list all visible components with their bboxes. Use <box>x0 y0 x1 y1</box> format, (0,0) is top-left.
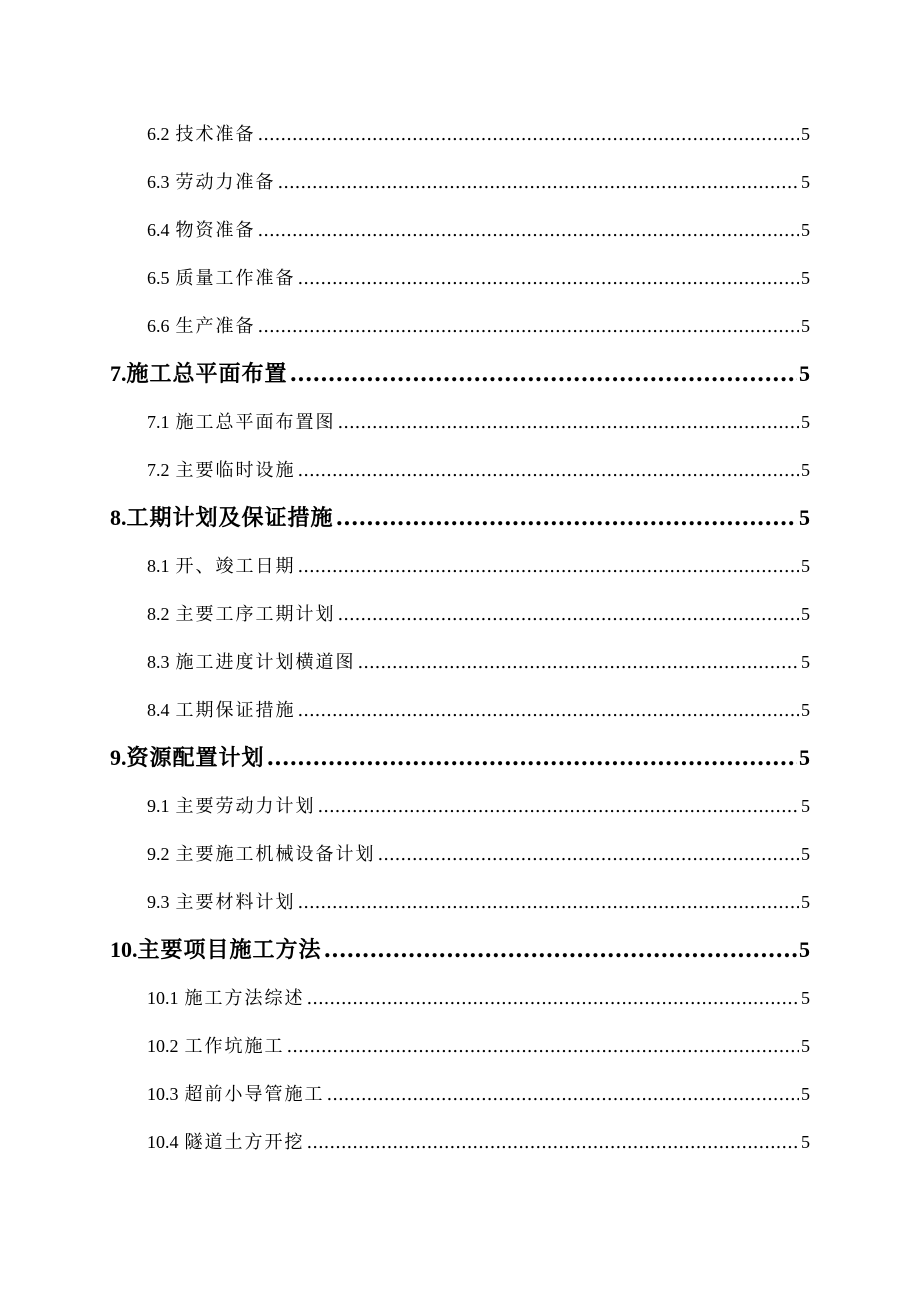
toc-entry[interactable] <box>110 398 810 446</box>
toc-entry-title <box>147 686 296 735</box>
toc-entry-page: 5 <box>801 412 810 432</box>
dot-leader <box>287 1023 800 1071</box>
toc-entry[interactable] <box>110 974 810 1022</box>
toc-entry-title <box>147 206 256 255</box>
toc-chapter-entry[interactable] <box>110 926 810 974</box>
toc-entry-label: 主要材料计划 <box>175 892 296 913</box>
toc-entry-label: 主要项目施工方法 <box>137 937 322 963</box>
toc-entry-title <box>110 350 288 398</box>
toc-entry[interactable] <box>110 830 810 878</box>
toc-entry-title <box>147 398 336 447</box>
toc-entry[interactable] <box>110 206 810 254</box>
toc-entry-label: 物资准备 <box>175 220 256 241</box>
toc-entry-label: 工期保证措施 <box>175 700 296 721</box>
toc-entry-label: 施工总平面布置图 <box>175 412 336 433</box>
toc-entry-label: 施工总平面布置 <box>126 361 288 387</box>
dot-leader <box>290 350 797 398</box>
toc-entry-title <box>147 446 296 495</box>
toc-entry-number: 7. <box>110 361 127 386</box>
toc-entry-page: 5 <box>801 268 810 288</box>
toc-entry-page: 5 <box>801 124 810 144</box>
toc-entry-label: 工作坑施工 <box>184 1036 285 1057</box>
toc-entry-title <box>110 926 322 974</box>
toc-entry-page: 5 <box>801 988 810 1008</box>
toc-entry[interactable] <box>110 302 810 350</box>
toc-entry-number: 8. <box>110 505 127 530</box>
toc-entry-number: 10.1 <box>147 988 179 1008</box>
toc-entry-label: 工期计划及保证措施 <box>126 505 334 531</box>
toc-entry[interactable] <box>110 686 810 734</box>
toc-entry-number: 6.3 <box>147 172 170 192</box>
toc-entry-title <box>147 638 356 687</box>
toc-entry-title <box>147 158 276 207</box>
toc-entry-page: 5 <box>801 892 810 912</box>
toc-entry[interactable] <box>110 446 810 494</box>
toc-entry-title <box>147 590 336 639</box>
toc-entry-number: 9.1 <box>147 796 170 816</box>
toc-entry-number: 10. <box>110 937 138 962</box>
toc-entry[interactable] <box>110 1118 810 1166</box>
toc-entry-title <box>147 878 296 927</box>
toc-entry-page: 5 <box>801 652 810 672</box>
toc-entry-label: 主要临时设施 <box>175 460 296 481</box>
dot-leader <box>378 831 800 879</box>
table-of-contents <box>110 110 810 1166</box>
dot-leader <box>358 639 800 687</box>
toc-entry-title <box>147 782 316 831</box>
dot-leader <box>318 783 800 831</box>
toc-entry-title <box>147 974 305 1023</box>
dot-leader <box>338 399 800 447</box>
toc-entry-label: 施工进度计划横道图 <box>175 652 356 673</box>
toc-entry-page: 5 <box>801 604 810 624</box>
toc-entry[interactable] <box>110 878 810 926</box>
toc-entry-number: 9. <box>110 745 127 770</box>
dot-leader <box>307 1119 800 1167</box>
toc-entry-page: 5 <box>801 1036 810 1056</box>
toc-entry-title <box>147 1118 305 1167</box>
toc-entry[interactable] <box>110 158 810 206</box>
dot-leader <box>336 494 797 542</box>
toc-entry-number: 8.4 <box>147 700 170 720</box>
toc-entry-page: 5 <box>801 844 810 864</box>
toc-entry-page: 5 <box>799 361 810 386</box>
toc-entry-page: 5 <box>801 1084 810 1104</box>
toc-entry-number: 9.3 <box>147 892 170 912</box>
toc-entry-title <box>147 254 296 303</box>
toc-chapter-entry[interactable] <box>110 734 810 782</box>
dot-leader <box>298 255 800 303</box>
toc-entry-number: 6.2 <box>147 124 170 144</box>
dot-leader <box>298 879 800 927</box>
toc-entry-page: 5 <box>801 172 810 192</box>
toc-entry-label: 主要工序工期计划 <box>175 604 336 625</box>
dot-leader <box>258 207 800 255</box>
toc-entry-label: 施工方法综述 <box>184 988 305 1009</box>
toc-entry-title <box>147 1022 285 1071</box>
toc-entry[interactable] <box>110 254 810 302</box>
dot-leader <box>298 543 800 591</box>
toc-entry-label: 隧道土方开挖 <box>184 1132 305 1153</box>
toc-entry-page: 5 <box>801 220 810 240</box>
toc-entry-label: 生产准备 <box>175 316 256 337</box>
toc-entry-number: 6.6 <box>147 316 170 336</box>
dot-leader <box>338 591 800 639</box>
toc-entry-number: 6.4 <box>147 220 170 240</box>
dot-leader <box>307 975 800 1023</box>
toc-entry-title <box>110 494 334 542</box>
toc-chapter-entry[interactable] <box>110 350 810 398</box>
toc-entry[interactable] <box>110 782 810 830</box>
toc-entry-page: 5 <box>801 460 810 480</box>
dot-leader <box>267 734 797 782</box>
toc-entry-page: 5 <box>801 796 810 816</box>
toc-entry-page: 5 <box>799 745 810 770</box>
toc-entry-title <box>147 110 256 159</box>
toc-entry-title <box>147 302 256 351</box>
toc-entry-title <box>147 830 376 879</box>
toc-entry-number: 7.2 <box>147 460 170 480</box>
toc-entry-label: 劳动力准备 <box>175 172 276 193</box>
toc-entry-number: 8.1 <box>147 556 170 576</box>
toc-entry-page: 5 <box>799 505 810 530</box>
toc-entry-number: 8.3 <box>147 652 170 672</box>
toc-entry-label: 质量工作准备 <box>175 268 296 289</box>
toc-entry-label: 超前小导管施工 <box>184 1084 325 1105</box>
dot-leader <box>258 303 800 351</box>
dot-leader <box>298 687 800 735</box>
toc-entry-number: 10.4 <box>147 1132 179 1152</box>
toc-entry[interactable] <box>110 1070 810 1118</box>
toc-entry[interactable] <box>110 590 810 638</box>
dot-leader <box>327 1071 800 1119</box>
toc-entry-label: 技术准备 <box>175 124 256 145</box>
toc-entry[interactable] <box>110 638 810 686</box>
dot-leader <box>258 111 800 159</box>
toc-entry-page: 5 <box>801 316 810 336</box>
toc-entry-label: 资源配置计划 <box>126 745 265 771</box>
toc-entry-number: 8.2 <box>147 604 170 624</box>
toc-entry[interactable] <box>110 110 810 158</box>
dot-leader <box>324 926 797 974</box>
toc-entry-label: 主要劳动力计划 <box>175 796 316 817</box>
toc-entry-title <box>147 542 296 591</box>
toc-entry-label: 开、竣工日期 <box>175 556 296 577</box>
toc-entry-number: 6.5 <box>147 268 170 288</box>
dot-leader <box>298 447 800 495</box>
toc-entry-page: 5 <box>801 700 810 720</box>
toc-entry[interactable] <box>110 542 810 590</box>
toc-entry-page: 5 <box>799 937 810 962</box>
toc-entry-title <box>147 1070 325 1119</box>
toc-entry-page: 5 <box>801 1132 810 1152</box>
toc-entry-number: 10.3 <box>147 1084 179 1104</box>
dot-leader <box>278 159 800 207</box>
toc-entry[interactable] <box>110 1022 810 1070</box>
toc-entry-page: 5 <box>801 556 810 576</box>
toc-entry-number: 9.2 <box>147 844 170 864</box>
toc-entry-number: 10.2 <box>147 1036 179 1056</box>
toc-entry-number: 7.1 <box>147 412 170 432</box>
toc-chapter-entry[interactable] <box>110 494 810 542</box>
toc-entry-label: 主要施工机械设备计划 <box>175 844 376 865</box>
toc-entry-title <box>110 734 265 782</box>
